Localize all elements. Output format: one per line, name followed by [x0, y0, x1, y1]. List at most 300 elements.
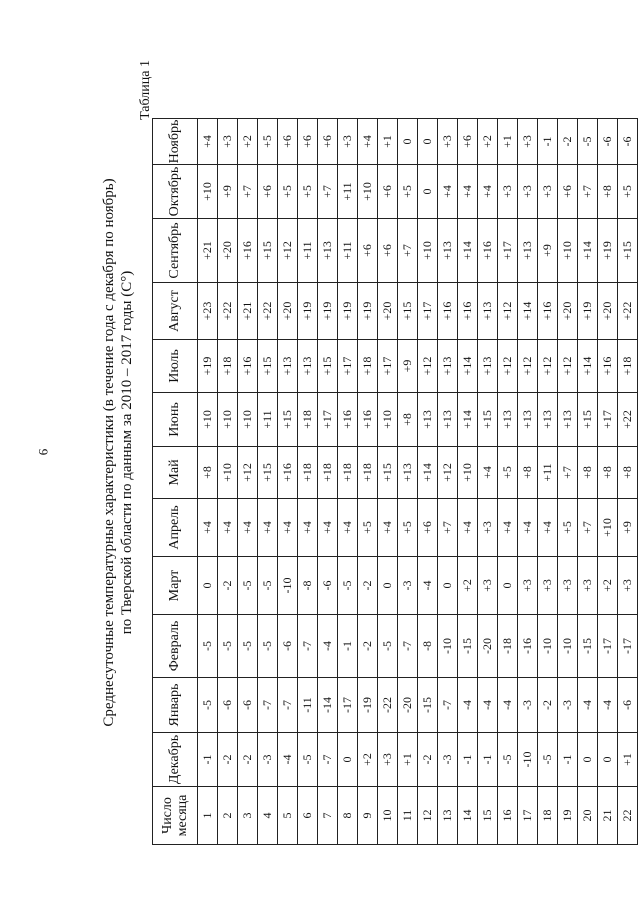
temperature-cell: -2: [218, 733, 238, 787]
temperature-cell: +22: [618, 393, 638, 447]
temperature-cell: +8: [618, 447, 638, 499]
column-header: Октябрь: [153, 165, 198, 219]
temperature-cell: -15: [418, 678, 438, 733]
temperature-cell: +6: [378, 219, 398, 283]
day-number-cell: 1: [198, 787, 218, 845]
temperature-cell: +2: [358, 733, 378, 787]
temperature-cell: -6: [238, 678, 258, 733]
temperature-cell: +13: [478, 283, 498, 340]
temperature-cell: -4: [598, 678, 618, 733]
temperature-cell: +18: [338, 447, 358, 499]
table-row: [338, 119, 358, 845]
temperature-cell: +15: [618, 219, 638, 283]
day-number-cell: 12: [418, 787, 438, 845]
temperature-cell: -5: [378, 615, 398, 678]
temperature-cell: +14: [458, 219, 478, 283]
temperature-cell: +13: [538, 393, 558, 447]
temperature-cell: 0: [418, 119, 438, 165]
temperature-cell: -1: [538, 119, 558, 165]
temperature-cell: +22: [258, 283, 278, 340]
temperature-cell: +4: [538, 499, 558, 557]
temperature-cell: +13: [438, 340, 458, 393]
temperature-cell: +19: [198, 340, 218, 393]
column-header: Число месяца: [153, 787, 198, 845]
day-number-cell: 20: [578, 787, 598, 845]
temperature-cell: -7: [438, 678, 458, 733]
temperature-cell: +15: [258, 340, 278, 393]
table-row: [578, 119, 598, 845]
temperature-cell: +2: [478, 119, 498, 165]
temperature-cell: +2: [458, 557, 478, 615]
temperature-cell: +19: [578, 283, 598, 340]
temperature-cell: -5: [298, 733, 318, 787]
temperature-cell: -5: [218, 615, 238, 678]
temperature-cell: -6: [218, 678, 238, 733]
temperature-cell: +13: [518, 219, 538, 283]
table-row: [558, 119, 578, 845]
temperature-cell: +22: [618, 283, 638, 340]
temperature-cell: -4: [578, 678, 598, 733]
temperature-cell: -5: [198, 678, 218, 733]
temperature-cell: +5: [618, 165, 638, 219]
table-row: [618, 119, 638, 845]
temperature-cell: +8: [398, 393, 418, 447]
temperature-cell: +12: [498, 283, 518, 340]
table-row: [478, 119, 498, 845]
temperature-cell: -5: [238, 615, 258, 678]
temperature-cell: -1: [338, 615, 358, 678]
temperature-cell: +3: [518, 165, 538, 219]
day-number-cell: 13: [438, 787, 458, 845]
temperature-cell: 0: [498, 557, 518, 615]
temperature-cell: +16: [238, 219, 258, 283]
temperature-cell: +13: [558, 393, 578, 447]
temperature-cell: +8: [598, 447, 618, 499]
temperature-cell: +6: [298, 119, 318, 165]
temperature-cell: -3: [398, 557, 418, 615]
temperature-cell: -17: [598, 615, 618, 678]
day-number-cell: 6: [298, 787, 318, 845]
temperature-cell: 0: [598, 733, 618, 787]
temperature-cell: +10: [198, 165, 218, 219]
temperature-cell: +3: [618, 557, 638, 615]
temperature-cell: -7: [318, 733, 338, 787]
temperature-table: [152, 118, 638, 845]
document-title: [100, 60, 136, 845]
temperature-cell: +15: [398, 283, 418, 340]
temperature-cell: +4: [358, 119, 378, 165]
temperature-cell: +10: [458, 447, 478, 499]
temperature-cell: +2: [598, 557, 618, 615]
temperature-cell: -1: [558, 733, 578, 787]
temperature-cell: +3: [438, 119, 458, 165]
temperature-cell: -10: [518, 733, 538, 787]
temperature-cell: +12: [418, 340, 438, 393]
temperature-cell: +3: [378, 733, 398, 787]
temperature-cell: -7: [298, 615, 318, 678]
day-number-cell: 18: [538, 787, 558, 845]
temperature-cell: +3: [218, 119, 238, 165]
temperature-cell: +7: [558, 447, 578, 499]
temperature-cell: +10: [418, 219, 438, 283]
temperature-cell: +4: [198, 499, 218, 557]
table-row: [498, 119, 518, 845]
temperature-cell: -15: [458, 615, 478, 678]
temperature-cell: +16: [438, 283, 458, 340]
temperature-cell: +3: [558, 557, 578, 615]
temperature-cell: 0: [438, 557, 458, 615]
temperature-cell: -3: [438, 733, 458, 787]
temperature-cell: 0: [378, 557, 398, 615]
temperature-cell: +4: [478, 447, 498, 499]
temperature-cell: +13: [518, 393, 538, 447]
temperature-cell: +5: [398, 165, 418, 219]
temperature-cell: +4: [298, 499, 318, 557]
temperature-cell: -10: [278, 557, 298, 615]
temperature-cell: -4: [318, 615, 338, 678]
day-number-cell: 16: [498, 787, 518, 845]
column-header: Сентябрь: [153, 219, 198, 283]
temperature-cell: -5: [198, 615, 218, 678]
day-number-cell: 10: [378, 787, 398, 845]
temperature-cell: +8: [518, 447, 538, 499]
temperature-cell: -2: [558, 119, 578, 165]
temperature-cell: +21: [238, 283, 258, 340]
temperature-cell: +14: [518, 283, 538, 340]
temperature-cell: +18: [358, 447, 378, 499]
temperature-cell: +4: [458, 165, 478, 219]
temperature-cell: -3: [258, 733, 278, 787]
temperature-cell: +17: [418, 283, 438, 340]
table-row: [438, 119, 458, 845]
temperature-cell: +1: [398, 733, 418, 787]
temperature-cell: -19: [358, 678, 378, 733]
temperature-cell: +14: [578, 219, 598, 283]
column-header: Март: [153, 557, 198, 615]
temperature-cell: -20: [398, 678, 418, 733]
temperature-cell: +13: [418, 393, 438, 447]
temperature-cell: +7: [318, 165, 338, 219]
column-header: Июнь: [153, 393, 198, 447]
temperature-cell: +15: [278, 393, 298, 447]
temperature-cell: +4: [478, 165, 498, 219]
temperature-cell: +22: [218, 283, 238, 340]
day-number-cell: 21: [598, 787, 618, 845]
temperature-cell: -14: [318, 678, 338, 733]
table-row: [238, 119, 258, 845]
column-header: Июль: [153, 340, 198, 393]
table-row: [278, 119, 298, 845]
temperature-cell: +6: [558, 165, 578, 219]
temperature-cell: +8: [578, 447, 598, 499]
temperature-cell: +5: [398, 499, 418, 557]
temperature-cell: -17: [618, 615, 638, 678]
temperature-cell: +1: [618, 733, 638, 787]
column-header: Февраль: [153, 615, 198, 678]
temperature-cell: +12: [438, 447, 458, 499]
temperature-cell: +10: [218, 393, 238, 447]
temperature-cell: +16: [538, 283, 558, 340]
temperature-cell: +12: [498, 340, 518, 393]
temperature-cell: -1: [198, 733, 218, 787]
temperature-cell: +6: [418, 499, 438, 557]
temperature-cell: +15: [478, 393, 498, 447]
temperature-cell: +10: [238, 393, 258, 447]
temperature-cell: -6: [278, 615, 298, 678]
temperature-cell: +3: [338, 119, 358, 165]
temperature-cell: +23: [198, 283, 218, 340]
temperature-cell: +12: [238, 447, 258, 499]
temperature-cell: +4: [518, 499, 538, 557]
temperature-cell: -2: [418, 733, 438, 787]
temperature-cell: -4: [418, 557, 438, 615]
temperature-cell: +15: [258, 219, 278, 283]
temperature-cell: -5: [578, 119, 598, 165]
temperature-cell: +16: [278, 447, 298, 499]
temperature-cell: -3: [518, 678, 538, 733]
temperature-cell: +4: [458, 499, 478, 557]
temperature-cell: +17: [378, 340, 398, 393]
day-number-cell: 15: [478, 787, 498, 845]
temperature-cell: +11: [338, 165, 358, 219]
temperature-cell: +10: [218, 447, 238, 499]
temperature-cell: +6: [318, 119, 338, 165]
temperature-cell: +4: [198, 119, 218, 165]
temperature-cell: +12: [558, 340, 578, 393]
table-row: [598, 119, 618, 845]
temperature-cell: +6: [258, 165, 278, 219]
temperature-cell: +16: [598, 340, 618, 393]
temperature-cell: +13: [438, 219, 458, 283]
table-row: [318, 119, 338, 845]
temperature-cell: +13: [438, 393, 458, 447]
table-row: [518, 119, 538, 845]
temperature-cell: +15: [318, 340, 338, 393]
column-header: Апрель: [153, 499, 198, 557]
temperature-cell: +7: [578, 165, 598, 219]
temperature-cell: +10: [358, 165, 378, 219]
temperature-cell: +7: [398, 219, 418, 283]
temperature-cell: +8: [598, 165, 618, 219]
temperature-cell: -7: [278, 678, 298, 733]
temperature-cell: -11: [298, 678, 318, 733]
temperature-cell: -10: [438, 615, 458, 678]
temperature-cell: -5: [258, 615, 278, 678]
temperature-cell: +6: [378, 165, 398, 219]
temperature-cell: +19: [318, 283, 338, 340]
temperature-cell: +20: [378, 283, 398, 340]
temperature-cell: +20: [278, 283, 298, 340]
temperature-cell: +14: [578, 340, 598, 393]
temperature-cell: +13: [298, 340, 318, 393]
day-number-cell: 14: [458, 787, 478, 845]
temperature-cell: +10: [598, 499, 618, 557]
temperature-cell: +16: [478, 219, 498, 283]
temperature-cell: +5: [278, 165, 298, 219]
temperature-cell: +7: [238, 165, 258, 219]
day-number-cell: 2: [218, 787, 238, 845]
column-header: Ноябрь: [153, 119, 198, 165]
day-number-cell: 8: [338, 787, 358, 845]
temperature-cell: +5: [558, 499, 578, 557]
temperature-cell: +14: [418, 447, 438, 499]
day-number-cell: 4: [258, 787, 278, 845]
temperature-cell: +2: [238, 119, 258, 165]
day-number-cell: 17: [518, 787, 538, 845]
temperature-cell: +4: [438, 165, 458, 219]
temperature-cell: +3: [498, 165, 518, 219]
temperature-cell: +7: [438, 499, 458, 557]
table-label: Таблица 1: [138, 60, 153, 120]
temperature-cell: 0: [338, 733, 358, 787]
temperature-cell: +14: [458, 340, 478, 393]
temperature-cell: 0: [198, 557, 218, 615]
temperature-cell: +17: [318, 393, 338, 447]
temperature-cell: +8: [198, 447, 218, 499]
day-number-cell: 5: [278, 787, 298, 845]
temperature-cell: +10: [378, 393, 398, 447]
title-line-2: по Тверской области по данным за 2010 – 2017 годы (С°): [119, 270, 135, 635]
temperature-cell: -4: [458, 678, 478, 733]
temperature-cell: +9: [398, 340, 418, 393]
temperature-cell: -3: [558, 678, 578, 733]
table-row: [398, 119, 418, 845]
temperature-cell: +9: [618, 499, 638, 557]
day-number-cell: 9: [358, 787, 378, 845]
table-row: [358, 119, 378, 845]
column-header: Май: [153, 447, 198, 499]
temperature-cell: -5: [538, 733, 558, 787]
table-row: [378, 119, 398, 845]
temperature-cell: +18: [298, 447, 318, 499]
temperature-cell: +11: [538, 447, 558, 499]
temperature-cell: +6: [278, 119, 298, 165]
temperature-cell: +20: [218, 219, 238, 283]
temperature-cell: +18: [318, 447, 338, 499]
temperature-cell: -10: [538, 615, 558, 678]
temperature-cell: +19: [358, 283, 378, 340]
temperature-cell: +19: [298, 283, 318, 340]
temperature-cell: -6: [618, 119, 638, 165]
day-number-cell: 19: [558, 787, 578, 845]
temperature-cell: +16: [358, 393, 378, 447]
temperature-cell: -10: [558, 615, 578, 678]
temperature-cell: +5: [358, 499, 378, 557]
temperature-cell: +3: [478, 557, 498, 615]
table-row: [418, 119, 438, 845]
day-number-cell: 7: [318, 787, 338, 845]
temperature-cell: -2: [358, 557, 378, 615]
temperature-cell: +13: [398, 447, 418, 499]
temperature-cell: +13: [478, 340, 498, 393]
temperature-cell: -22: [378, 678, 398, 733]
temperature-cell: -7: [258, 678, 278, 733]
temperature-cell: -5: [498, 733, 518, 787]
temperature-cell: +11: [298, 219, 318, 283]
temperature-cell: +3: [518, 557, 538, 615]
temperature-cell: -4: [478, 678, 498, 733]
temperature-cell: +4: [338, 499, 358, 557]
temperature-cell: +16: [238, 340, 258, 393]
temperature-cell: +10: [558, 219, 578, 283]
temperature-cell: +5: [298, 165, 318, 219]
table-row: [258, 119, 278, 845]
page-number: 9: [36, 448, 51, 456]
table-row: [198, 119, 218, 845]
temperature-cell: +7: [578, 499, 598, 557]
temperature-cell: +3: [538, 557, 558, 615]
temperature-cell: -6: [618, 678, 638, 733]
temperature-cell: +19: [338, 283, 358, 340]
temperature-cell: +4: [278, 499, 298, 557]
temperature-cell: -20: [478, 615, 498, 678]
temperature-cell: +21: [198, 219, 218, 283]
temperature-cell: +14: [458, 393, 478, 447]
temperature-cell: -18: [498, 615, 518, 678]
temperature-cell: -5: [338, 557, 358, 615]
table-row: [458, 119, 478, 845]
temperature-cell: +3: [518, 119, 538, 165]
temperature-cell: -2: [358, 615, 378, 678]
temperature-cell: +4: [218, 499, 238, 557]
temperature-cell: +11: [258, 393, 278, 447]
column-header: Август: [153, 283, 198, 340]
temperature-cell: +3: [478, 499, 498, 557]
day-number-cell: 22: [618, 787, 638, 845]
table-header-row: [153, 119, 198, 845]
temperature-cell: +12: [518, 340, 538, 393]
temperature-cell: +16: [338, 393, 358, 447]
temperature-cell: +20: [598, 283, 618, 340]
temperature-cell: +17: [498, 219, 518, 283]
temperature-cell: -4: [278, 733, 298, 787]
temperature-cell: +4: [498, 499, 518, 557]
day-number-cell: 3: [238, 787, 258, 845]
temperature-cell: +9: [538, 219, 558, 283]
temperature-cell: +18: [358, 340, 378, 393]
temperature-cell: -2: [538, 678, 558, 733]
temperature-cell: 0: [398, 119, 418, 165]
title-line-1: Среднесуточные температурные характеристики (в течение года с декабря по ноябрь): [101, 178, 117, 727]
temperature-cell: +15: [258, 447, 278, 499]
table-body: [198, 119, 638, 845]
temperature-cell: -6: [598, 119, 618, 165]
temperature-cell: +13: [278, 340, 298, 393]
temperature-cell: -2: [218, 557, 238, 615]
temperature-cell: +1: [378, 119, 398, 165]
temperature-cell: +4: [258, 499, 278, 557]
temperature-cell: +5: [498, 447, 518, 499]
temperature-cell: +12: [538, 340, 558, 393]
temperature-cell: +17: [338, 340, 358, 393]
temperature-cell: -8: [418, 615, 438, 678]
temperature-cell: +18: [218, 340, 238, 393]
temperature-cell: +19: [598, 219, 618, 283]
temperature-cell: +4: [318, 499, 338, 557]
temperature-cell: +6: [458, 119, 478, 165]
temperature-cell: -17: [338, 678, 358, 733]
temperature-cell: +13: [318, 219, 338, 283]
temperature-cell: +3: [538, 165, 558, 219]
temperature-cell: +15: [578, 393, 598, 447]
temperature-cell: +4: [238, 499, 258, 557]
temperature-cell: -15: [578, 615, 598, 678]
temperature-cell: -2: [238, 733, 258, 787]
table-row: [298, 119, 318, 845]
temperature-cell: 0: [578, 733, 598, 787]
temperature-cell: -1: [458, 733, 478, 787]
temperature-cell: +18: [298, 393, 318, 447]
